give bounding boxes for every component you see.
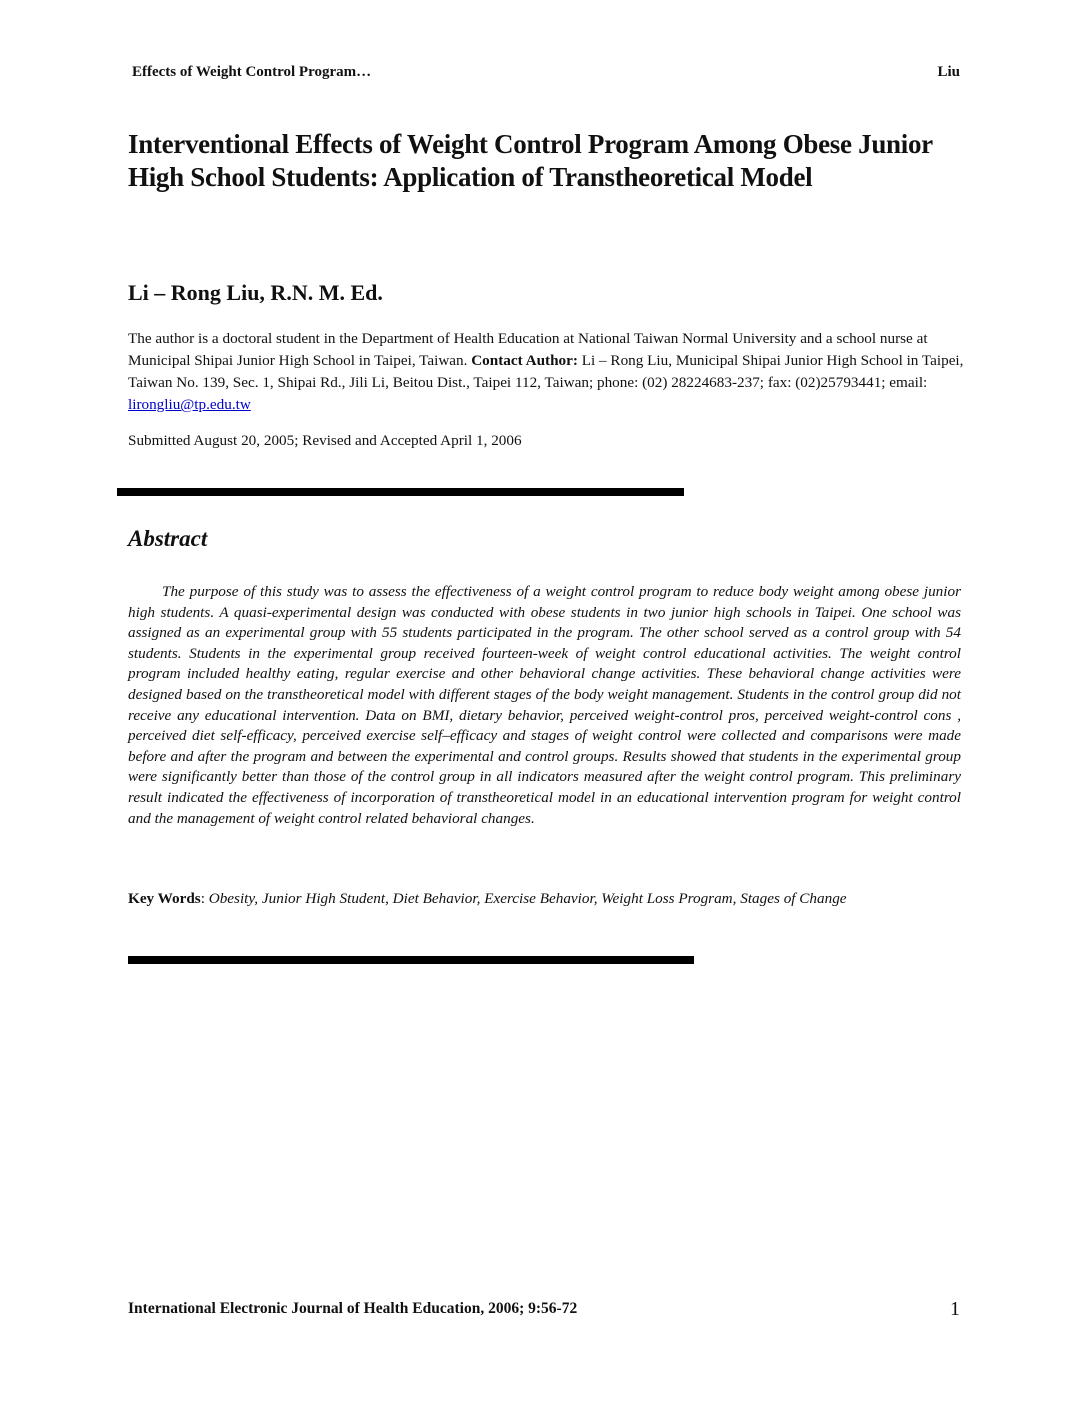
footer-journal-citation: International Electronic Journal of Health Education, 2006; 9:56-72	[128, 1300, 578, 1317]
author-name: Li – Rong Liu, R.N. M. Ed.	[128, 280, 383, 305]
abstract-heading: Abstract	[128, 526, 208, 551]
running-head-right: Liu	[937, 64, 960, 80]
submission-dates: Submitted August 20, 2005; Revised and Accepted April 1, 2006	[128, 432, 522, 449]
divider-bottom	[128, 956, 694, 964]
author-affiliation	[128, 328, 973, 416]
abstract-body: The purpose of this study was to assess the effectiveness of a weight control program to reduce body weight among obese junior high students. A quasi-experimental design was conducted with obese students in two junior high schools in Taipei. One school was assigned as an experimental group with 55 students participated in the program. The other school served as a control group with 54 students. Students in the experimental group received fourteen-week of weight control educational activities. The weight control program included healthy eating, regular exercise and other behavioral change activities. These behavioral change activities were designed based on the transtheoretical model with different stages of the body weight management. Students in the control group did not receive any educational intervention. Data on BMI, dietary behavior, perceived weight-control pros, perceived weight-control cons , perceived diet self-efficacy, perceived exercise self–efficacy and stages of weight control were collected and comparisons were made before and after the program and between the experimental and control groups. Results showed that students in the experimental group were significantly better than those of the control group in all indicators measured after the weight control program. This preliminary result indicated the effectiveness of incorporation of transtheoretical model in an educational intervention program for weight control and the management of weight control related behavioral changes.	[128, 583, 961, 827]
keywords: Key Words: Obesity, Junior High Student, Diet Behavior, Exercise Behavior, Weight Loss Program, Stages of Change	[128, 890, 847, 907]
paper-title: Interventional Effects of Weight Control Program Among Obese Junior High School Students: Application of Transtheoretical Model	[128, 129, 933, 192]
contact-author-label: Contact Author:	[471, 352, 578, 369]
affiliation-text: The author is a doctoral student in the Department of Health Education at National Taiwan Normal University and a school nurse at Municipal Shipai Junior High School in Taipei, Taiwan.	[128, 330, 928, 369]
contact-details: Li – Rong Liu, Municipal Shipai Junior High School in Taipei, Taiwan No. 139, Sec. 1, Shipai Rd., Jili Li, Beitou Dist., Taipei 112, Taiwan; phone: (02) 28224683-237; fax: (02)25793441; email:	[128, 352, 964, 391]
email-link[interactable]: lirongliu@tp.edu.tw	[128, 396, 251, 413]
divider-top	[117, 488, 684, 496]
keywords-list: Obesity, Junior High Student, Diet Behavior, Exercise Behavior, Weight Loss Program, Stages of Change	[208, 890, 847, 907]
running-head-left: Effects of Weight Control Program…	[132, 64, 372, 80]
keywords-label: Key Words	[128, 890, 201, 907]
page-number: 1	[950, 1298, 960, 1320]
